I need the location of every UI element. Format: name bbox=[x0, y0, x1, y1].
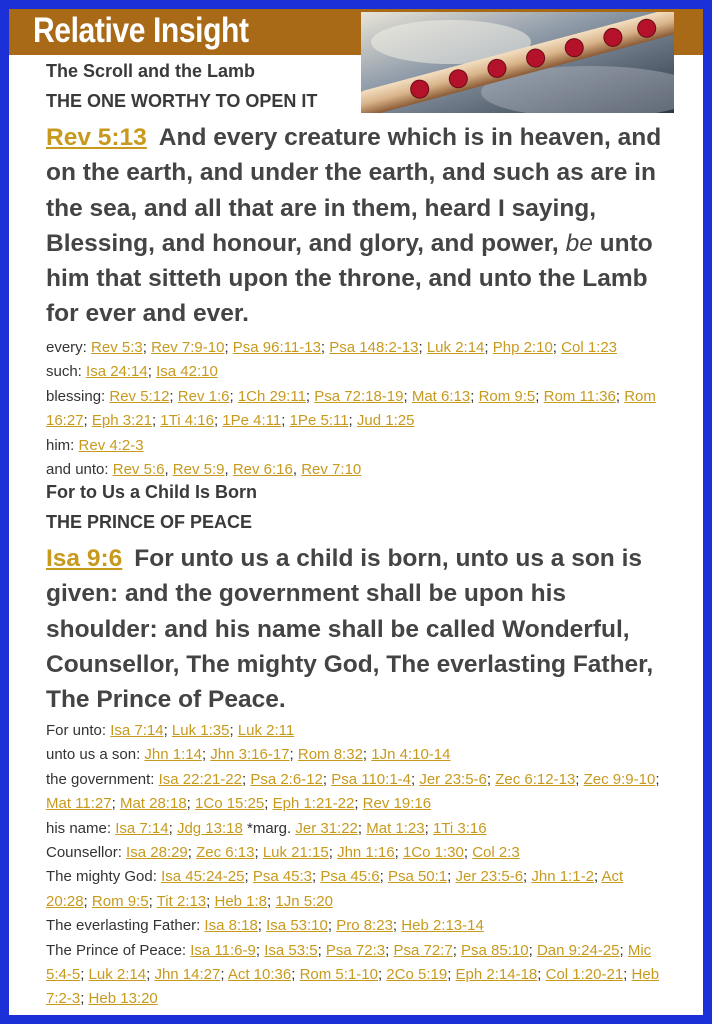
cross-ref-link[interactable]: Jhn 1:1-2 bbox=[531, 868, 594, 886]
cross-ref-row bbox=[46, 434, 666, 458]
cross-ref-link[interactable]: Psa 110:1-4 bbox=[331, 770, 411, 788]
cross-ref-link[interactable]: Psa 45:6 bbox=[320, 868, 380, 886]
cross-ref-row: the government: Isa 22:21-22; Psa 2:6-12; Psa 110:1-4; Jer 23:5-6; Zec 6:12-13; Zec 9:9-10; Mat 11:27; Mat 28:18; 1Co 15:25; Eph 1:21-22; Rev 19:16 bbox=[46, 770, 660, 813]
cross-ref-link[interactable]: Rom 9:5 bbox=[478, 387, 536, 405]
cross-ref-link[interactable]: 1Co 1:30 bbox=[402, 844, 464, 862]
cross-ref-link[interactable]: Isa 11:6-9 bbox=[190, 941, 256, 959]
cross-ref-link[interactable]: Jhn 3:16-17 bbox=[210, 746, 290, 764]
cross-ref-link[interactable]: Rom 5:1-10 bbox=[299, 966, 378, 984]
cross-ref-link[interactable]: Psa 72:18-19 bbox=[314, 387, 404, 405]
verse-reference-link[interactable]: Rev 5:13 bbox=[46, 124, 147, 151]
cross-ref-link[interactable]: Isa 7:14 bbox=[110, 722, 164, 739]
cross-ref-link[interactable]: Jhn 14:27 bbox=[154, 966, 221, 984]
section2-subtitle: THE PRINCE OF PEACE bbox=[46, 512, 253, 532]
cross-ref-link[interactable]: Psa 45:3 bbox=[252, 868, 313, 886]
cross-ref-link[interactable]: Zec 9:9-10 bbox=[583, 770, 656, 788]
cross-ref-link[interactable]: Heb 7:2-3 bbox=[46, 966, 660, 1008]
cross-ref-link[interactable]: 1Jn 4:10-14 bbox=[371, 746, 451, 764]
cross-ref-link[interactable]: Rev 5:12 bbox=[109, 387, 170, 405]
cross-ref-link[interactable]: Isa 42:10 bbox=[156, 363, 218, 381]
page-frame bbox=[9, 9, 703, 1015]
cross-ref-link[interactable]: Isa 24:14 bbox=[86, 363, 148, 381]
cross-references-isa bbox=[46, 719, 666, 1012]
cross-ref-link[interactable]: Zec 6:12-13 bbox=[495, 770, 576, 788]
cross-ref-link[interactable]: 1Jn 5:20 bbox=[275, 892, 333, 910]
cross-ref-link[interactable]: Heb 1:8 bbox=[214, 892, 268, 910]
cross-ref-link[interactable]: Luk 1:35 bbox=[171, 722, 230, 739]
cross-ref-link[interactable]: Mat 6:13 bbox=[411, 387, 471, 405]
cross-ref-link[interactable]: Luk 2:14 bbox=[88, 966, 147, 984]
cross-ref-row: blessing: Rev 5:12; Rev 1:6; 1Ch 29:11; Psa 72:18-19; Mat 6:13; Rom 9:5; Rom 11:36; Rom 16:27; Eph 3:21; 1Ti 4:16; 1Pe 4:11; 1Pe 5:11; Jud 1:25 bbox=[46, 387, 656, 430]
cross-ref-link[interactable]: 1Ti 3:16 bbox=[432, 819, 487, 837]
cross-ref-link[interactable]: Psa 148:2-13 bbox=[329, 339, 419, 356]
verse-text: And every creature which is in heaven, and on the earth, and under the earth, and such as are in the sea, and all that are in them, heard I saying, Blessing, and honour, and glory, and power, bbox=[46, 124, 662, 257]
cross-ref-label: unto us a son: bbox=[46, 746, 141, 764]
cross-ref-link[interactable]: Rev 19:16 bbox=[362, 795, 432, 813]
cross-ref-link[interactable]: Rev 7:10 bbox=[301, 461, 362, 479]
cross-ref-link[interactable]: Jud 1:25 bbox=[356, 412, 415, 430]
cross-ref-link[interactable]: 1Ti 4:16 bbox=[160, 412, 214, 430]
cross-ref-row: The Prince of Peace: Isa 11:6-9; Isa 53:5; Psa 72:3; Psa 72:7; Psa 85:10; Dan 9:24-25; Mic 5:4-5; Luk 2:14; Jhn 14:27; Act 10:36; Rom 5:1-10; 2Co 5:19; Eph 2:14-18; Col 1:20-21; Heb 7:2-3; Heb 13:20 bbox=[46, 941, 660, 1008]
cross-ref-link[interactable]: Act 20:28 bbox=[46, 868, 624, 910]
cross-ref-link[interactable]: Act 10:36 bbox=[227, 966, 292, 984]
cross-ref-link[interactable]: Zec 6:13 bbox=[196, 844, 255, 862]
sealed-scroll-image bbox=[361, 12, 674, 113]
cross-ref-row: such: Isa 24:14; Isa 42:10 bbox=[46, 363, 218, 381]
section1-subtitle: THE ONE WORTHY TO OPEN IT bbox=[46, 91, 318, 111]
cross-ref-link[interactable]: Psa 72:7 bbox=[393, 941, 453, 959]
cross-ref-link[interactable]: Rom 8:32 bbox=[297, 746, 363, 764]
cross-ref-link[interactable]: 1Pe 4:11 bbox=[222, 412, 282, 430]
cross-ref-link[interactable]: Eph 2:14-18 bbox=[455, 966, 538, 984]
verse-isa-9-6 bbox=[46, 541, 666, 717]
cross-ref-link[interactable]: Psa 96:11-13 bbox=[232, 339, 321, 356]
cross-ref-link[interactable]: Isa 22:21-22 bbox=[158, 770, 242, 788]
cross-ref-label: The everlasting Father: bbox=[46, 917, 201, 935]
verse-reference-link[interactable]: Isa 9:6 bbox=[46, 545, 123, 572]
cross-ref-label: blessing: bbox=[46, 387, 106, 405]
cross-ref-row: Counsellor: Isa 28:29; Zec 6:13; Luk 21:15; Jhn 1:16; 1Co 1:30; Col 2:3 bbox=[46, 844, 520, 862]
cross-ref-link[interactable]: Rev 6:16 bbox=[232, 461, 293, 479]
verse-rev-5-13 bbox=[46, 120, 666, 332]
cross-ref-row: For unto: Isa 7:14; Luk 1:35; Luk 2:11 bbox=[46, 722, 295, 739]
cross-ref-link[interactable]: 2Co 5:19 bbox=[386, 966, 448, 984]
cross-ref-link[interactable]: Rom 9:5 bbox=[91, 892, 149, 910]
cross-ref-link[interactable]: 1Ch 29:11 bbox=[237, 387, 306, 405]
cross-ref-link[interactable]: Rev 5:6 bbox=[112, 461, 165, 479]
cross-ref-label: The mighty God: bbox=[46, 868, 157, 886]
cross-ref-row: his name: Isa 7:14; Jdg 13:18 *marg. Jer 31:22; Mat 1:23; 1Ti 3:16 bbox=[46, 819, 487, 837]
cross-ref-label: the government: bbox=[46, 770, 155, 788]
cross-ref-link[interactable]: Jdg 13:18 bbox=[176, 819, 243, 837]
cross-ref-link[interactable]: Rom 11:36 bbox=[543, 387, 616, 405]
cross-ref-link[interactable]: Col 2:3 bbox=[472, 844, 520, 862]
cross-ref-link[interactable]: Jer 23:5-6 bbox=[419, 770, 487, 788]
cross-ref-link[interactable]: Isa 28:29 bbox=[126, 844, 188, 862]
cross-ref-row: unto us a son: Jhn 1:14; Jhn 3:16-17; Rom 8:32; 1Jn 4:10-14 bbox=[46, 746, 451, 764]
cross-ref-link[interactable]: Luk 2:14 bbox=[426, 339, 485, 356]
cross-ref-label: The Prince of Peace: bbox=[46, 941, 187, 959]
cross-ref-link[interactable]: Rev 7:9-10 bbox=[151, 339, 225, 356]
cross-ref-link[interactable]: Heb 13:20 bbox=[88, 990, 158, 1008]
cross-ref-link[interactable]: Col 1:20-21 bbox=[545, 966, 624, 984]
verse-text: For unto us a child is born, unto us a son is given: and the government shall be upon his shoulder: and his name shall be called Wonderful, Counsellor, The mighty God, The everlasting Father, The Prince of Peace. bbox=[46, 545, 654, 714]
cross-ref-label: him: bbox=[46, 436, 75, 454]
cross-ref-link[interactable]: Eph 1:21-22 bbox=[272, 795, 355, 813]
cross-ref-link[interactable]: Rev 5:9 bbox=[172, 461, 225, 479]
cross-ref-label: For unto: bbox=[46, 722, 107, 739]
cross-ref-link[interactable]: Jer 31:22 bbox=[295, 819, 358, 837]
cross-ref-link[interactable]: Psa 85:10 bbox=[461, 941, 529, 959]
cross-ref-row: The mighty God: Isa 45:24-25; Psa 45:3; Psa 45:6; Psa 50:1; Jer 23:5-6; Jhn 1:1-2; Act 20:28; Rom 9:5; Tit 2:13; Heb 1:8; 1Jn 5:20 bbox=[46, 868, 624, 910]
cross-ref-link[interactable]: Isa 53:10 bbox=[266, 917, 328, 935]
cross-ref-label: every: bbox=[46, 339, 87, 356]
cross-ref-link[interactable]: Mic 5:4-5 bbox=[46, 941, 652, 984]
cross-ref-link[interactable]: Jhn 1:14 bbox=[144, 746, 202, 764]
cross-references-rev bbox=[46, 336, 666, 482]
cross-ref-link[interactable]: Dan 9:24-25 bbox=[536, 941, 620, 959]
cross-ref-link[interactable]: Rom 16:27 bbox=[46, 387, 656, 430]
cross-ref-link[interactable]: Heb 2:13-14 bbox=[401, 917, 484, 935]
cross-ref-link[interactable]: Jer 23:5-6 bbox=[455, 868, 524, 886]
cross-ref-link[interactable]: Psa 2:6-12 bbox=[250, 770, 323, 788]
cross-ref-link[interactable]: Psa 50:1 bbox=[387, 868, 448, 886]
cross-ref-link[interactable]: Mat 28:18 bbox=[119, 795, 187, 813]
brand-title: Relative Insight bbox=[33, 11, 249, 50]
cross-ref-link[interactable]: Rev 1:6 bbox=[177, 387, 230, 405]
cross-ref-link[interactable]: Pro 8:23 bbox=[336, 917, 393, 935]
cross-ref-link[interactable]: 1Pe 5:11 bbox=[289, 412, 349, 430]
section1-title: The Scroll and the Lamb bbox=[46, 61, 256, 81]
cross-ref-link[interactable]: Isa 45:24-25 bbox=[161, 868, 245, 886]
cross-ref-link[interactable]: Isa 8:18 bbox=[204, 917, 258, 935]
cross-ref-label: such: bbox=[46, 363, 82, 381]
cross-ref-link[interactable]: Tit 2:13 bbox=[156, 892, 207, 910]
cross-ref-link[interactable]: Mat 1:23 bbox=[366, 819, 425, 837]
cross-ref-link[interactable]: Php 2:10 bbox=[492, 339, 553, 356]
verse-italic-word: be bbox=[565, 229, 593, 257]
scroll-illustration bbox=[361, 12, 674, 113]
section2-title: For to Us a Child Is Born bbox=[46, 482, 258, 502]
cross-ref-row: The everlasting Father: Isa 8:18; Isa 53:10; Pro 8:23; Heb 2:13-14 bbox=[46, 917, 484, 935]
cross-ref-label: Counsellor: bbox=[46, 844, 122, 862]
cross-ref-link[interactable]: Eph 3:21 bbox=[91, 412, 152, 430]
cross-ref-link[interactable]: Luk 21:15 bbox=[262, 844, 329, 862]
cross-ref-link[interactable]: Luk 2:11 bbox=[237, 722, 295, 739]
cross-ref-link[interactable]: Mat 11:27 bbox=[46, 795, 112, 813]
cross-ref-link[interactable]: Jhn 1:16 bbox=[337, 844, 395, 862]
cross-ref-note: *marg. bbox=[247, 819, 292, 837]
cross-ref-link[interactable]: Rev 5:3 bbox=[91, 339, 143, 356]
cross-ref-label: his name: bbox=[46, 819, 112, 837]
cross-ref-link[interactable]: Isa 7:14 bbox=[115, 819, 169, 837]
cross-ref-link[interactable]: Col 1:23 bbox=[561, 339, 618, 356]
cross-ref-row: every: Rev 5:3; Rev 7:9-10; Psa 96:11-13; Psa 148:2-13; Luk 2:14; Php 2:10; Col 1:23 bbox=[46, 339, 618, 356]
cross-ref-link[interactable]: Rev 4:2-3 bbox=[78, 436, 144, 454]
cross-ref-label: and unto: bbox=[46, 461, 109, 479]
cross-ref-link[interactable]: Isa 53:5 bbox=[264, 941, 318, 959]
cross-ref-row: and unto: Rev 5:6, Rev 5:9, Rev 6:16, Rev 7:10 bbox=[46, 461, 362, 479]
verse-text-cont: unto him that sitteth upon the throne, and unto the Lamb for ever and ever. bbox=[46, 229, 653, 328]
cross-ref-link[interactable]: Psa 72:3 bbox=[325, 941, 386, 959]
cross-ref-link[interactable]: 1Co 15:25 bbox=[195, 795, 265, 813]
